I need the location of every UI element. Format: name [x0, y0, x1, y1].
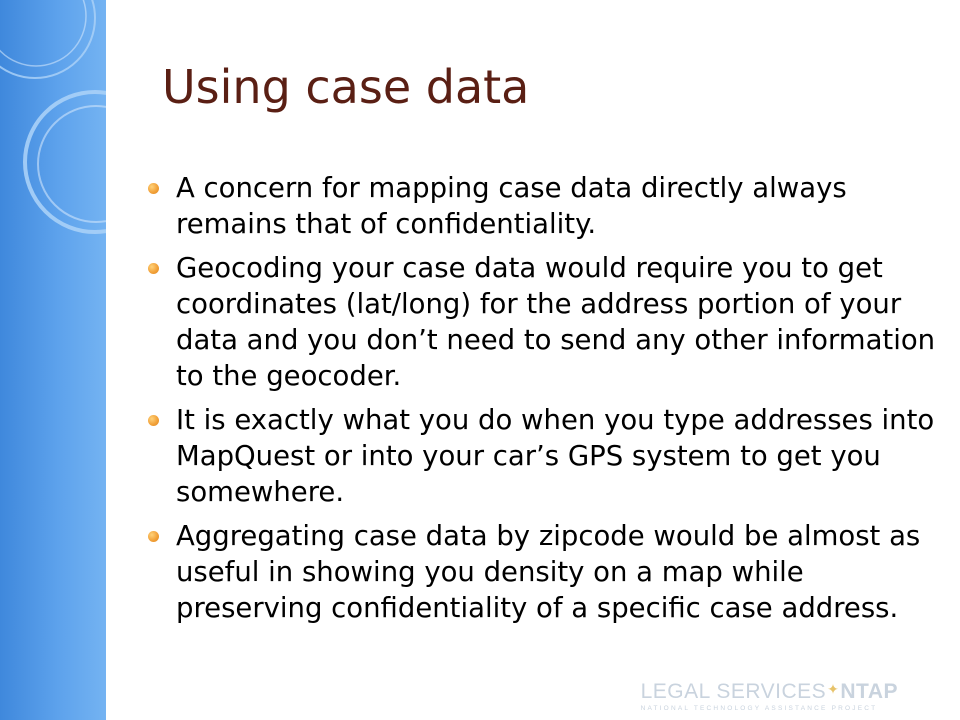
- bullet-dot-icon: [148, 531, 159, 542]
- bullet-item: [148, 170, 938, 242]
- sidebar-circles-decoration: [0, 0, 106, 720]
- logo-subtitle: NATIONAL TECHNOLOGY ASSISTANCE PROJECT: [640, 705, 878, 712]
- decorative-sidebar: [0, 0, 106, 720]
- bullet-dot-icon: [148, 415, 159, 426]
- logo-main-text: LEGAL SERVICES: [640, 680, 827, 703]
- bullet-item: [148, 402, 938, 510]
- bullet-list: [148, 170, 938, 634]
- legal-services-ntap-logo: [641, 680, 898, 712]
- bullet-item: [148, 518, 938, 626]
- bullet-dot-icon: [148, 183, 159, 194]
- bullet-item: [148, 250, 938, 394]
- logo-ntap-text: NTAP: [840, 680, 898, 703]
- bullet-text: Aggregating case data by zipcode would be almost as useful in showing you density on a map while preserving confidentiality of a specific case address.: [176, 520, 921, 624]
- bullet-text: Geocoding your case data would require you to get coordinates (lat/long) for the address portion of your data and you don’t need to send any other information to the geocoder.: [176, 252, 936, 392]
- bullet-dot-icon: [148, 263, 159, 274]
- logo-wordmark: [641, 680, 898, 704]
- bullet-text: It is exactly what you do when you type addresses into MapQuest or into your car’s GPS system to get you somewhere.: [176, 404, 935, 508]
- star-icon: ✦: [827, 681, 840, 697]
- bullet-text: A concern for mapping case data directly always remains that of confidentiality.: [176, 172, 847, 240]
- slide-title: Using case data: [162, 60, 530, 114]
